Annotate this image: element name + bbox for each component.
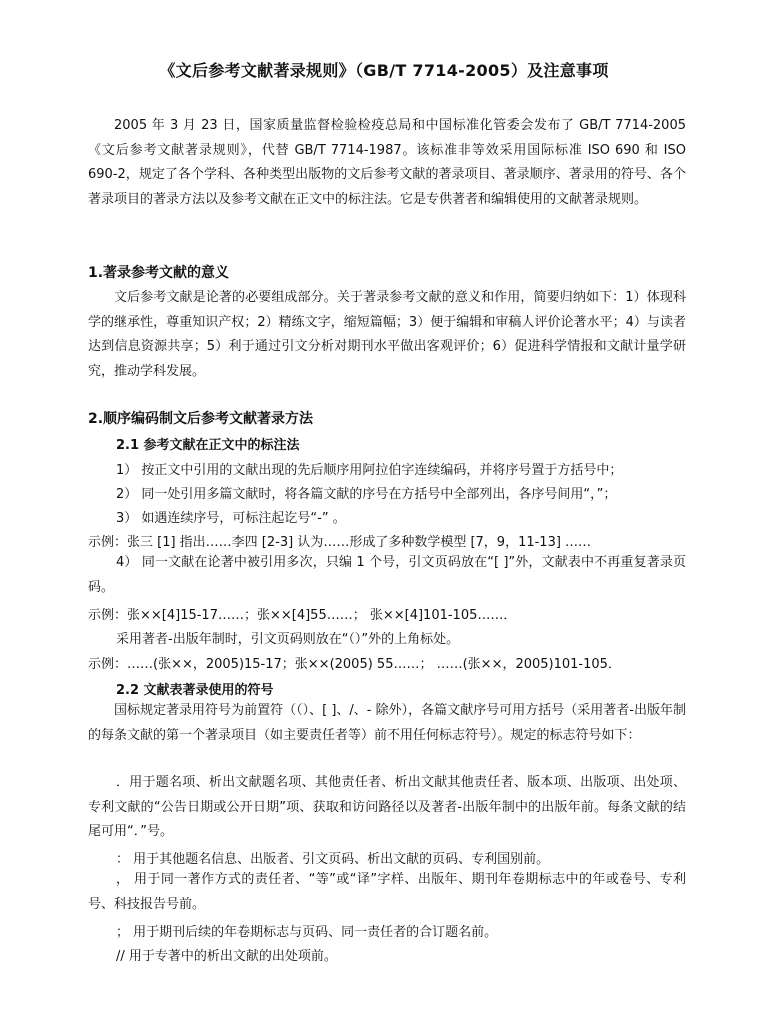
symbol-colon: ： 用于其他题名信息、出版者、引文页码、析出文献的页码、专利国别前。 — [116, 852, 550, 867]
list-item-2: 2） 同一处引用多篇文献时，将各篇文献的序号在方括号中全部列出，各序号间用“，”； — [116, 487, 617, 502]
example-3: 示例：……(张××，2005)15-17；张××(2005) 55……； ……(张××，2005)101-105． — [88, 657, 621, 672]
list-item-4: 4） 同一文献在论著中被引用多次，只编 1 个号，引文页码放在“[ ]”外，文献表中不再重复著录页码。 — [88, 555, 686, 595]
section-1-body: 文后参考文献是论著的必要组成部分。关于著录参考文献的意义和作用，简要归纳如下：1）体现科学的继承性，尊重知识产权；2）精练文字，缩短篇幅；3）便于编辑和审稿人评价论著水平；4）与读者达到信息资源共享；5）利于通过引文分析对期刊水平做出客观评价；6）促进科学情报和文献计量学研究，推动学科发展。 — [88, 290, 686, 379]
section-2-2-heading: 2.2 文献表著录使用的符号 — [116, 683, 274, 698]
symbol-semicolon: ； 用于期刊后续的年卷期标志与页码、同一责任者的合订题名前。 — [116, 925, 498, 940]
document-title: 《文后参考文献著录规则》（GB/T 7714-2005）及注意事项 — [159, 61, 609, 80]
example-1: 示例：张三 [1] 指出……李四 [2-3] 认为……形成了多种数学模型 [7，9，11-13] …… — [88, 535, 592, 550]
symbol-period: ．用于题名项、析出文献题名项、其他责任者、析出文献其他责任者、版本项、出版项、出处项、专利文献的“公告日期或公开日期”项、获取和访问路径以及著者-出版年制中的出版年前。每条文献的结尾可用“．”号。 — [88, 775, 686, 839]
intro-paragraph: 2005 年 3 月 23 日，国家质量监督检验检疫总局和中国标准化管委会发布了 GB/T 7714-2005《文后参考文献著录规则》，代替 GB/T 7714-1987。该标准非等效采用国际标准 ISO 690 和 ISO 690-2，规定了各个学科、各种类型出版物的文后参考文献的著录项目、著录顺序、著录用的符号、各个著录项目的著录方法以及参考文献在正文中的标注法。它是专供著者和编辑使用的文献著录规则。 — [88, 118, 686, 207]
list-item-3: 3） 如遇连续序号，可标注起讫号“-” 。 — [116, 511, 346, 526]
author-year-note: 采用著者-出版年制时，引文页码则放在“（）”外的上角标处。 — [116, 632, 460, 647]
symbols-intro: 国标规定著录用符号为前置符（（）、[ ]、/、- 除外），各篇文献序号可用方括号（采用著者-出版年制的每条文献的第一个著录项目（如主要责任者等）前不用任何标志符号）。规定的标志符号如下： — [88, 703, 686, 743]
section-2-heading: 2.顺序编码制文后参考文献著录方法 — [88, 411, 314, 427]
symbol-double-slash: // 用于专著中的析出文献的出处项前。 — [116, 949, 337, 964]
list-item-1: 1） 按正文中引用的文献出现的先后顺序用阿拉伯字连续编码，并将序号置于方括号中； — [116, 463, 623, 478]
section-2-1-heading: 2.1 参考文献在正文中的标注法 — [116, 438, 300, 453]
symbol-comma: ， 用于同一著作方式的责任者、“等”或“译”字样、出版年、期刊年卷期标志中的年或卷号、专利号、科技报告号前。 — [88, 872, 686, 912]
example-2: 示例：张××[4]15-17……；张××[4]55……； 张××[4]101-105……． — [88, 608, 517, 623]
section-1-heading: 1.著录参考文献的意义 — [88, 265, 230, 281]
